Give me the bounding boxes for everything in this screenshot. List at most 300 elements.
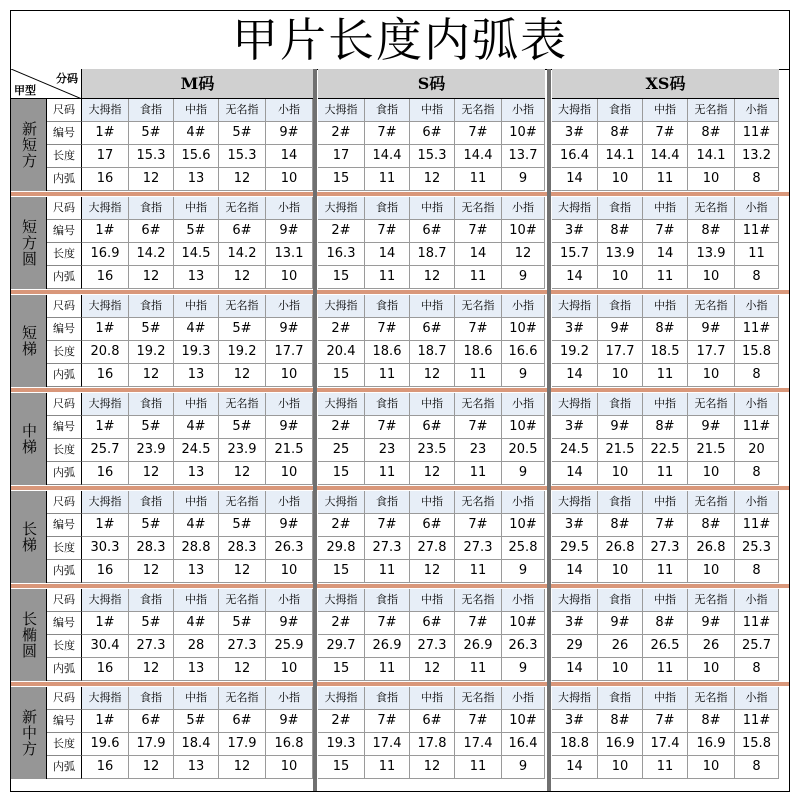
finger-name-cell: 无名指 xyxy=(688,393,735,416)
finger-name-cell: 中指 xyxy=(174,197,219,220)
arc-cell: 16 xyxy=(82,364,129,387)
number-cell: 7# xyxy=(455,220,502,243)
arc-cell: 11 xyxy=(455,462,502,485)
finger-name-cell: 大拇指 xyxy=(82,687,129,710)
arc-cell: 10 xyxy=(598,364,643,387)
finger-name-cell: 食指 xyxy=(598,393,643,416)
number-cell: 9# xyxy=(266,122,313,145)
nail-type-cell xyxy=(11,197,47,289)
number-cell: 11# xyxy=(735,416,779,439)
number-cell: 7# xyxy=(643,710,688,733)
arc-cell: 10 xyxy=(266,364,313,387)
length-cell: 14 xyxy=(643,243,688,266)
length-cell: 19.3 xyxy=(318,733,365,756)
length-cell: 30.3 xyxy=(82,537,129,560)
length-cell: 23 xyxy=(455,439,502,462)
finger-name-cell: 大拇指 xyxy=(318,491,365,514)
number-cell: 8# xyxy=(598,122,643,145)
row-label: 尺码 xyxy=(47,295,82,318)
number-cell: 8# xyxy=(598,220,643,243)
number-cell: 2# xyxy=(318,416,365,439)
finger-name-cell: 中指 xyxy=(410,491,455,514)
number-cell: 5# xyxy=(174,710,219,733)
length-cell: 14.2 xyxy=(219,243,266,266)
length-cell: 19.2 xyxy=(219,341,266,364)
finger-name-cell: 大拇指 xyxy=(318,295,365,318)
finger-name-cell: 大拇指 xyxy=(82,393,129,416)
length-cell: 17.9 xyxy=(219,733,266,756)
number-cell: 6# xyxy=(410,710,455,733)
row-label: 长度 xyxy=(47,145,82,168)
finger-name-cell: 无名指 xyxy=(455,295,502,318)
length-cell: 28.8 xyxy=(174,537,219,560)
row-label: 尺码 xyxy=(47,197,82,220)
number-cell: 3# xyxy=(552,416,598,439)
number-cell: 9# xyxy=(688,416,735,439)
arc-cell: 10 xyxy=(266,168,313,191)
length-cell: 16.8 xyxy=(266,733,313,756)
finger-name-cell: 食指 xyxy=(598,295,643,318)
row-label: 尺码 xyxy=(47,687,82,710)
finger-name-cell: 中指 xyxy=(410,393,455,416)
length-cell: 26 xyxy=(688,635,735,658)
finger-name-cell: 无名指 xyxy=(219,589,266,612)
number-cell: 9# xyxy=(266,318,313,341)
arc-cell: 10 xyxy=(598,266,643,289)
number-cell: 6# xyxy=(219,710,266,733)
arc-cell: 10 xyxy=(266,560,313,583)
finger-name-cell: 中指 xyxy=(410,197,455,220)
arc-cell: 12 xyxy=(129,658,174,681)
length-cell: 23.5 xyxy=(410,439,455,462)
arc-cell: 10 xyxy=(688,168,735,191)
number-cell: 9# xyxy=(266,710,313,733)
arc-cell: 10 xyxy=(266,266,313,289)
length-cell: 27.3 xyxy=(219,635,266,658)
length-cell: 17.7 xyxy=(688,341,735,364)
length-cell: 26.8 xyxy=(598,537,643,560)
length-cell: 15.3 xyxy=(219,145,266,168)
arc-cell: 12 xyxy=(219,756,266,779)
finger-name-cell: 大拇指 xyxy=(82,197,129,220)
block-separator xyxy=(11,192,789,196)
block-separator xyxy=(11,486,789,490)
finger-name-cell: 食指 xyxy=(365,197,410,220)
number-cell: 1# xyxy=(82,416,129,439)
arc-cell: 13 xyxy=(174,266,219,289)
finger-name-cell: 食指 xyxy=(129,393,174,416)
table-title: 甲片长度内弧表 xyxy=(11,11,789,70)
row-label: 尺码 xyxy=(47,99,82,122)
finger-name-cell: 食指 xyxy=(129,589,174,612)
finger-name-cell: 小指 xyxy=(266,295,313,318)
arc-cell: 11 xyxy=(455,364,502,387)
length-cell: 18.6 xyxy=(365,341,410,364)
length-cell: 18.7 xyxy=(410,243,455,266)
finger-name-cell: 小指 xyxy=(266,687,313,710)
finger-name-cell: 大拇指 xyxy=(552,393,598,416)
finger-name-cell: 食指 xyxy=(129,491,174,514)
row-label: 长度 xyxy=(47,439,82,462)
number-cell: 8# xyxy=(688,122,735,145)
length-cell: 29.7 xyxy=(318,635,365,658)
row-label: 编号 xyxy=(47,416,82,439)
nail-type-label: 长椭圆 xyxy=(20,611,38,659)
finger-name-cell: 大拇指 xyxy=(318,589,365,612)
number-cell: 6# xyxy=(410,612,455,635)
row-label: 编号 xyxy=(47,514,82,537)
arc-cell: 11 xyxy=(455,658,502,681)
number-cell: 9# xyxy=(266,612,313,635)
arc-cell: 11 xyxy=(365,756,410,779)
nail-type-cell xyxy=(11,589,47,681)
number-cell: 8# xyxy=(598,514,643,537)
length-cell: 18.7 xyxy=(410,341,455,364)
length-cell: 17 xyxy=(82,145,129,168)
arc-cell: 10 xyxy=(266,756,313,779)
size-header-2: XS码 xyxy=(552,69,779,99)
length-cell: 26.8 xyxy=(688,537,735,560)
length-cell: 14.1 xyxy=(598,145,643,168)
number-cell: 11# xyxy=(735,710,779,733)
arc-cell: 15 xyxy=(318,364,365,387)
finger-name-cell: 中指 xyxy=(643,295,688,318)
size-header-0: M码 xyxy=(82,69,313,99)
length-cell: 27.3 xyxy=(643,537,688,560)
length-cell: 25.9 xyxy=(266,635,313,658)
finger-name-cell: 小指 xyxy=(502,589,545,612)
number-cell: 2# xyxy=(318,220,365,243)
arc-cell: 15 xyxy=(318,560,365,583)
length-cell: 16.9 xyxy=(598,733,643,756)
arc-cell: 11 xyxy=(455,168,502,191)
finger-name-cell: 小指 xyxy=(735,687,779,710)
finger-name-cell: 小指 xyxy=(502,393,545,416)
arc-cell: 8 xyxy=(735,462,779,485)
number-cell: 7# xyxy=(643,220,688,243)
length-cell: 24.5 xyxy=(552,439,598,462)
number-cell: 9# xyxy=(688,318,735,341)
finger-name-cell: 无名指 xyxy=(219,99,266,122)
length-cell: 26.5 xyxy=(643,635,688,658)
arc-cell: 12 xyxy=(219,560,266,583)
row-label: 长度 xyxy=(47,341,82,364)
finger-name-cell: 食指 xyxy=(598,197,643,220)
arc-cell: 14 xyxy=(552,756,598,779)
arc-cell: 16 xyxy=(82,756,129,779)
length-cell: 23.9 xyxy=(129,439,174,462)
finger-name-cell: 小指 xyxy=(735,491,779,514)
number-cell: 7# xyxy=(643,122,688,145)
number-cell: 8# xyxy=(688,514,735,537)
arc-cell: 15 xyxy=(318,168,365,191)
number-cell: 5# xyxy=(219,416,266,439)
length-cell: 17.4 xyxy=(365,733,410,756)
finger-name-cell: 食指 xyxy=(598,589,643,612)
number-cell: 11# xyxy=(735,122,779,145)
length-cell: 19.2 xyxy=(552,341,598,364)
block-separator xyxy=(11,290,789,294)
arc-cell: 10 xyxy=(688,364,735,387)
number-cell: 5# xyxy=(219,122,266,145)
number-cell: 7# xyxy=(455,318,502,341)
number-cell: 7# xyxy=(365,122,410,145)
number-cell: 8# xyxy=(688,220,735,243)
number-cell: 2# xyxy=(318,318,365,341)
number-cell: 8# xyxy=(598,710,643,733)
length-cell: 14.5 xyxy=(174,243,219,266)
arc-cell: 11 xyxy=(643,168,688,191)
finger-name-cell: 大拇指 xyxy=(318,99,365,122)
nail-length-table xyxy=(10,10,790,792)
arc-cell: 10 xyxy=(598,756,643,779)
length-cell: 15.8 xyxy=(735,733,779,756)
number-cell: 9# xyxy=(598,318,643,341)
length-cell: 16.3 xyxy=(318,243,365,266)
row-label: 内弧 xyxy=(47,168,82,191)
nail-type-label: 新短方 xyxy=(20,121,38,169)
number-cell: 6# xyxy=(410,416,455,439)
finger-name-cell: 大拇指 xyxy=(552,687,598,710)
arc-cell: 12 xyxy=(219,364,266,387)
number-cell: 9# xyxy=(688,612,735,635)
length-cell: 19.6 xyxy=(82,733,129,756)
length-cell: 16.9 xyxy=(82,243,129,266)
length-cell: 27.3 xyxy=(129,635,174,658)
row-label: 编号 xyxy=(47,318,82,341)
finger-name-cell: 无名指 xyxy=(455,491,502,514)
length-cell: 16.9 xyxy=(688,733,735,756)
number-cell: 7# xyxy=(455,612,502,635)
nail-type-label: 新中方 xyxy=(20,709,38,757)
number-cell: 3# xyxy=(552,220,598,243)
length-cell: 25.8 xyxy=(502,537,545,560)
arc-cell: 10 xyxy=(598,658,643,681)
number-cell: 6# xyxy=(129,220,174,243)
arc-cell: 12 xyxy=(219,658,266,681)
nail-type-label: 长梯 xyxy=(20,521,38,553)
arc-cell: 12 xyxy=(219,266,266,289)
arc-cell: 14 xyxy=(552,168,598,191)
finger-name-cell: 无名指 xyxy=(219,393,266,416)
length-cell: 15.3 xyxy=(410,145,455,168)
finger-name-cell: 小指 xyxy=(502,99,545,122)
length-cell: 21.5 xyxy=(266,439,313,462)
number-cell: 7# xyxy=(365,220,410,243)
nail-type-cell xyxy=(11,393,47,485)
number-cell: 10# xyxy=(502,612,545,635)
arc-cell: 11 xyxy=(643,266,688,289)
length-cell: 14.4 xyxy=(643,145,688,168)
number-cell: 8# xyxy=(643,612,688,635)
number-cell: 7# xyxy=(455,416,502,439)
finger-name-cell: 大拇指 xyxy=(318,393,365,416)
length-cell: 30.4 xyxy=(82,635,129,658)
finger-name-cell: 大拇指 xyxy=(82,295,129,318)
number-cell: 10# xyxy=(502,318,545,341)
arc-cell: 8 xyxy=(735,364,779,387)
length-cell: 16.4 xyxy=(552,145,598,168)
length-cell: 25.7 xyxy=(735,635,779,658)
arc-cell: 8 xyxy=(735,266,779,289)
length-cell: 26 xyxy=(598,635,643,658)
row-label: 内弧 xyxy=(47,462,82,485)
length-cell: 18.6 xyxy=(455,341,502,364)
arc-cell: 11 xyxy=(365,364,410,387)
finger-name-cell: 中指 xyxy=(643,99,688,122)
length-cell: 20.4 xyxy=(318,341,365,364)
finger-name-cell: 大拇指 xyxy=(552,295,598,318)
row-label: 长度 xyxy=(47,537,82,560)
finger-name-cell: 小指 xyxy=(735,589,779,612)
length-cell: 14 xyxy=(365,243,410,266)
finger-name-cell: 中指 xyxy=(174,687,219,710)
number-cell: 8# xyxy=(643,318,688,341)
finger-name-cell: 小指 xyxy=(502,491,545,514)
number-cell: 10# xyxy=(502,220,545,243)
number-cell: 4# xyxy=(174,416,219,439)
length-cell: 16.6 xyxy=(502,341,545,364)
finger-name-cell: 小指 xyxy=(266,491,313,514)
finger-name-cell: 中指 xyxy=(174,295,219,318)
arc-cell: 11 xyxy=(643,658,688,681)
length-cell: 26.9 xyxy=(365,635,410,658)
number-cell: 1# xyxy=(82,318,129,341)
number-cell: 11# xyxy=(735,318,779,341)
finger-name-cell: 中指 xyxy=(174,491,219,514)
length-cell: 20 xyxy=(735,439,779,462)
number-cell: 4# xyxy=(174,318,219,341)
length-cell: 17 xyxy=(318,145,365,168)
number-cell: 1# xyxy=(82,612,129,635)
block-separator xyxy=(11,388,789,392)
finger-name-cell: 无名指 xyxy=(688,197,735,220)
length-cell: 14.4 xyxy=(455,145,502,168)
row-label: 内弧 xyxy=(47,364,82,387)
length-cell: 28 xyxy=(174,635,219,658)
length-cell: 17.9 xyxy=(129,733,174,756)
nail-type-label: 中梯 xyxy=(20,423,38,455)
finger-name-cell: 中指 xyxy=(643,197,688,220)
number-cell: 7# xyxy=(365,514,410,537)
length-cell: 27.3 xyxy=(410,635,455,658)
nail-type-cell xyxy=(11,491,47,583)
arc-cell: 11 xyxy=(365,560,410,583)
row-label: 长度 xyxy=(47,635,82,658)
length-cell: 13.2 xyxy=(735,145,779,168)
length-cell: 18.8 xyxy=(552,733,598,756)
arc-cell: 12 xyxy=(410,462,455,485)
finger-name-cell: 大拇指 xyxy=(552,491,598,514)
arc-cell: 9 xyxy=(502,560,545,583)
length-cell: 13.7 xyxy=(502,145,545,168)
number-cell: 4# xyxy=(174,514,219,537)
arc-cell: 11 xyxy=(455,266,502,289)
arc-cell: 12 xyxy=(129,560,174,583)
number-cell: 6# xyxy=(410,220,455,243)
length-cell: 14 xyxy=(266,145,313,168)
length-cell: 22.5 xyxy=(643,439,688,462)
finger-name-cell: 大拇指 xyxy=(552,589,598,612)
finger-name-cell: 中指 xyxy=(410,295,455,318)
length-cell: 25.3 xyxy=(735,537,779,560)
finger-name-cell: 无名指 xyxy=(219,197,266,220)
finger-name-cell: 大拇指 xyxy=(82,491,129,514)
finger-name-cell: 中指 xyxy=(643,687,688,710)
size-group-separator xyxy=(313,69,317,791)
arc-cell: 12 xyxy=(410,168,455,191)
length-cell: 21.5 xyxy=(598,439,643,462)
finger-name-cell: 食指 xyxy=(365,295,410,318)
length-cell: 29.8 xyxy=(318,537,365,560)
number-cell: 8# xyxy=(643,416,688,439)
arc-cell: 13 xyxy=(174,364,219,387)
arc-cell: 13 xyxy=(174,756,219,779)
finger-name-cell: 食指 xyxy=(598,491,643,514)
number-cell: 3# xyxy=(552,122,598,145)
finger-name-cell: 食指 xyxy=(365,687,410,710)
arc-cell: 10 xyxy=(688,756,735,779)
finger-name-cell: 无名指 xyxy=(455,99,502,122)
finger-name-cell: 大拇指 xyxy=(552,197,598,220)
number-cell: 7# xyxy=(365,612,410,635)
finger-name-cell: 小指 xyxy=(735,393,779,416)
arc-cell: 12 xyxy=(129,364,174,387)
finger-name-cell: 中指 xyxy=(643,491,688,514)
arc-cell: 11 xyxy=(455,756,502,779)
length-cell: 26.3 xyxy=(266,537,313,560)
row-label: 尺码 xyxy=(47,393,82,416)
number-cell: 5# xyxy=(219,318,266,341)
finger-name-cell: 食指 xyxy=(129,197,174,220)
number-cell: 1# xyxy=(82,514,129,537)
length-cell: 25.7 xyxy=(82,439,129,462)
arc-cell: 15 xyxy=(318,658,365,681)
number-cell: 7# xyxy=(365,318,410,341)
number-cell: 11# xyxy=(735,514,779,537)
number-cell: 4# xyxy=(174,612,219,635)
block-separator xyxy=(11,682,789,686)
row-label: 编号 xyxy=(47,612,82,635)
arc-cell: 10 xyxy=(688,658,735,681)
arc-cell: 10 xyxy=(266,462,313,485)
row-label: 尺码 xyxy=(47,589,82,612)
arc-cell: 12 xyxy=(410,560,455,583)
arc-cell: 11 xyxy=(643,756,688,779)
length-cell: 17.7 xyxy=(266,341,313,364)
number-cell: 5# xyxy=(219,612,266,635)
length-cell: 13.1 xyxy=(266,243,313,266)
length-cell: 19.3 xyxy=(174,341,219,364)
number-cell: 3# xyxy=(552,710,598,733)
finger-name-cell: 无名指 xyxy=(688,589,735,612)
arc-cell: 14 xyxy=(552,658,598,681)
length-cell: 16.4 xyxy=(502,733,545,756)
arc-cell: 10 xyxy=(266,658,313,681)
length-cell: 27.8 xyxy=(410,537,455,560)
length-cell: 18.5 xyxy=(643,341,688,364)
finger-name-cell: 食指 xyxy=(129,687,174,710)
arc-cell: 11 xyxy=(365,462,410,485)
number-cell: 9# xyxy=(266,220,313,243)
number-cell: 7# xyxy=(455,710,502,733)
number-cell: 3# xyxy=(552,514,598,537)
block-separator xyxy=(11,584,789,588)
arc-cell: 9 xyxy=(502,364,545,387)
finger-name-cell: 食指 xyxy=(129,99,174,122)
length-cell: 23 xyxy=(365,439,410,462)
length-cell: 14.4 xyxy=(365,145,410,168)
